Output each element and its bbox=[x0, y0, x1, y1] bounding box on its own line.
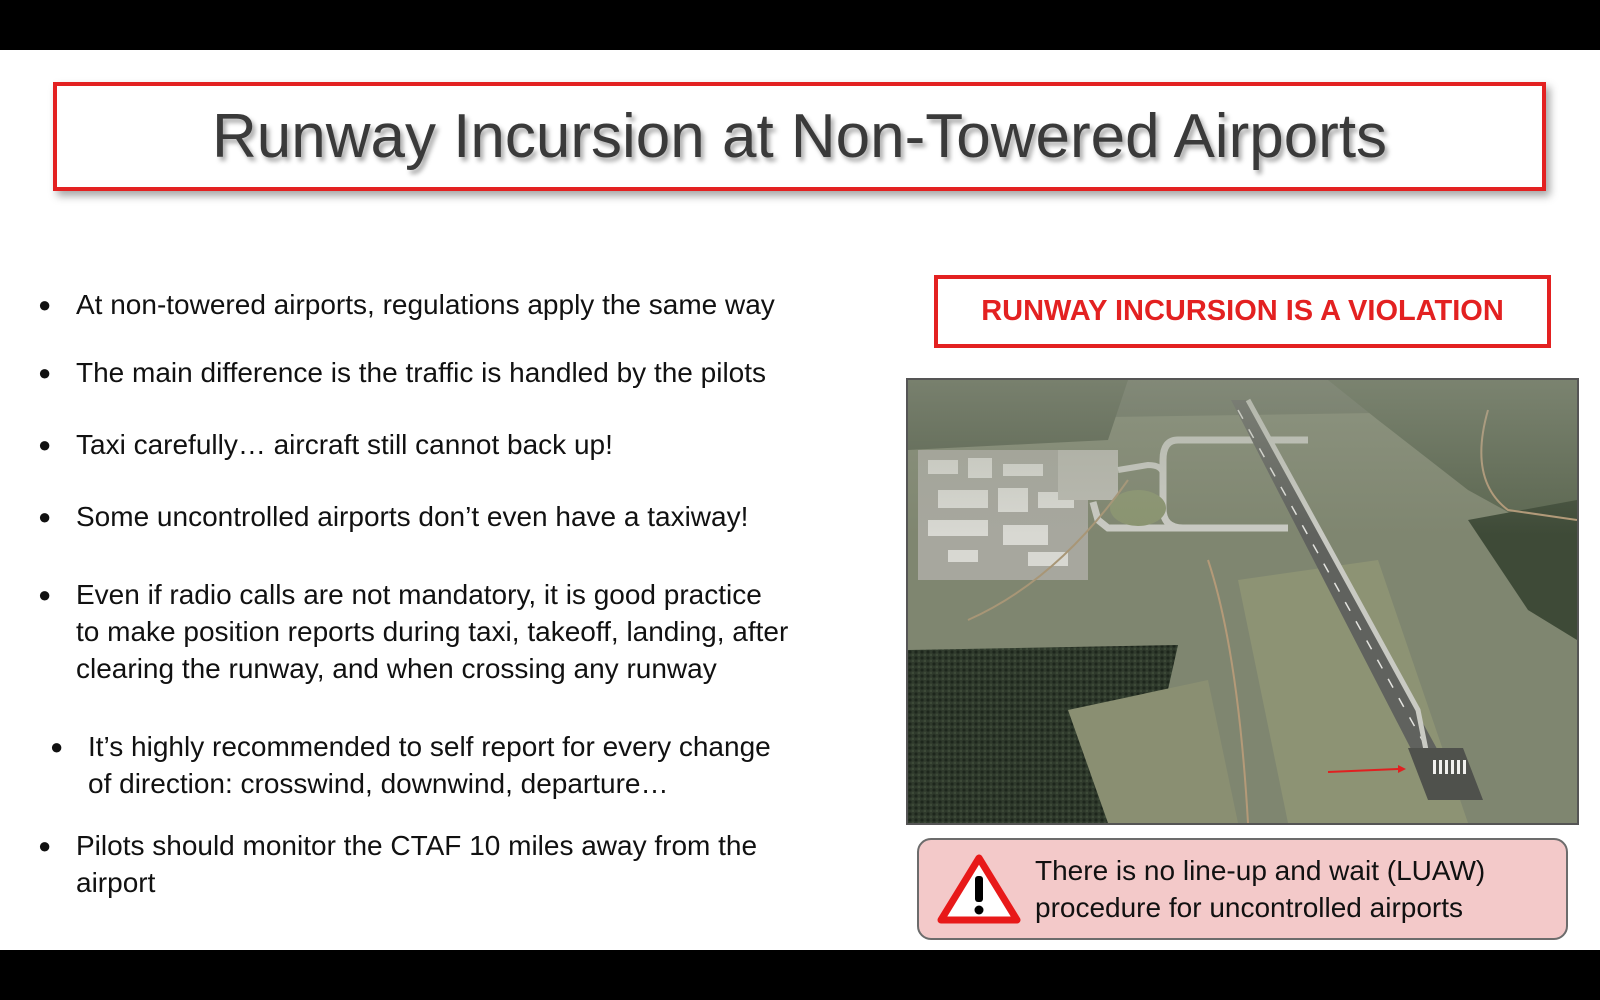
bullet-line: Pilots should monitor the CTAF 10 miles away from the bbox=[76, 830, 758, 861]
title-frame bbox=[53, 82, 1546, 191]
warning-text bbox=[1035, 852, 1485, 926]
bullet-item bbox=[38, 827, 888, 901]
bullet-line: The main difference is the traffic is handled by the pilots bbox=[76, 357, 767, 388]
bullet-dot-icon: ● bbox=[38, 504, 52, 529]
bullet-line: Some uncontrolled airports don’t even have a taxiway! bbox=[76, 501, 749, 532]
bullet-dot-icon: ● bbox=[38, 833, 52, 858]
bullet-dot-icon: ● bbox=[50, 734, 64, 759]
warning-callout bbox=[917, 838, 1568, 940]
bullet-line: Taxi carefully… aircraft still cannot back up! bbox=[76, 429, 613, 460]
bullet-line: of direction: crosswind, downwind, departure… bbox=[88, 768, 669, 799]
bullet-dot-icon: ● bbox=[38, 582, 52, 607]
bullet-line: Even if radio calls are not mandatory, it is good practice bbox=[76, 579, 762, 610]
bullet-item bbox=[38, 354, 888, 391]
violation-label: RUNWAY INCURSION IS A VIOLATION bbox=[981, 295, 1504, 327]
airport-aerial-illustration bbox=[908, 380, 1577, 823]
bullet-item bbox=[38, 426, 888, 463]
bullet-line: to make position reports during taxi, takeoff, landing, after bbox=[76, 616, 789, 647]
bullet-dot-icon: ● bbox=[38, 292, 52, 317]
warning-line: There is no line-up and wait (LUAW) bbox=[1035, 855, 1486, 886]
bullet-item bbox=[38, 286, 888, 323]
bullet-line: airport bbox=[76, 867, 156, 898]
slide bbox=[0, 50, 1600, 950]
bullet-line: At non-towered airports, regulations apply the same way bbox=[76, 289, 775, 320]
warning-line: procedure for uncontrolled airports bbox=[1035, 892, 1464, 923]
bullet-line: It’s highly recommended to self report for every change bbox=[88, 731, 771, 762]
bullet-item bbox=[50, 728, 900, 802]
bullet-dot-icon: ● bbox=[38, 360, 52, 385]
violation-banner bbox=[934, 275, 1551, 348]
bullet-line: clearing the runway, and when crossing any runway bbox=[76, 653, 717, 684]
bullet-item bbox=[38, 498, 888, 535]
slide-title: Runway Incursion at Non-Towered Airports bbox=[211, 102, 1388, 171]
warning-triangle-icon bbox=[937, 854, 1021, 924]
bullet-dot-icon: ● bbox=[38, 432, 52, 457]
aerial-runway-photo bbox=[906, 378, 1579, 825]
bullet-item bbox=[38, 576, 888, 687]
